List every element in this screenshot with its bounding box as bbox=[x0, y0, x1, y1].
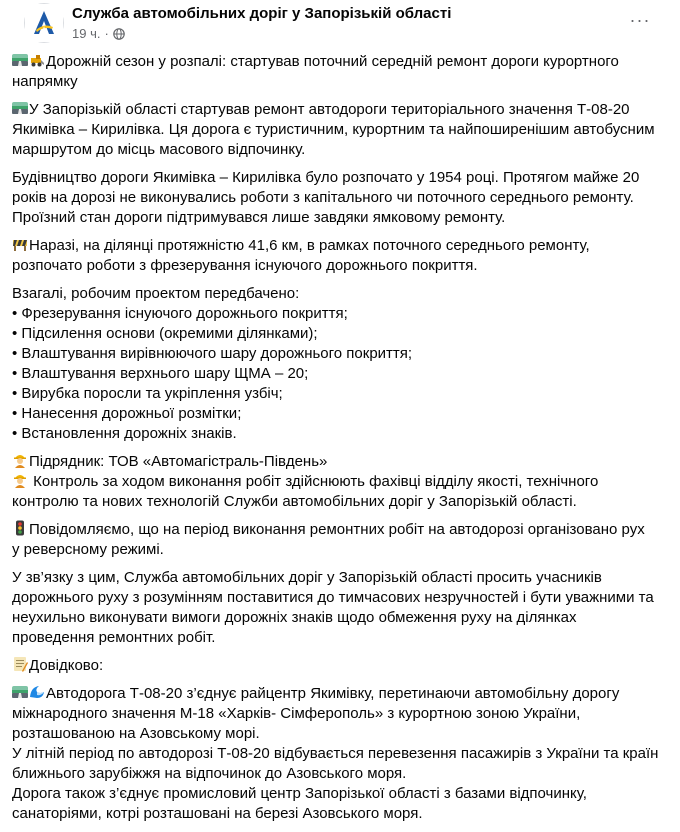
text-line-content: Підрядник: ТОВ «Автомагістраль-Південь» bbox=[29, 453, 328, 470]
text-line: у реверсному режимі. bbox=[12, 541, 164, 558]
text-line: років на дорозі не виконувались роботи з капітального чи поточного середнього ремонту. bbox=[12, 189, 634, 206]
text-line: міжнародного значення М-18 «Харків- Сімферополь» з курортною зоною України, bbox=[12, 705, 581, 722]
road-service-logo-icon bbox=[25, 4, 63, 42]
motorway-icon bbox=[12, 52, 28, 68]
motorway-icon bbox=[12, 684, 28, 700]
text-line-content: Повідомляємо, що на період виконання ремонтних робіт на автодорозі організовано рух bbox=[29, 521, 645, 538]
text-line bbox=[12, 100, 660, 120]
paragraph-current-works bbox=[12, 236, 660, 276]
list-item: • Нанесення дорожньої розмітки; bbox=[12, 405, 242, 422]
post-meta bbox=[72, 26, 125, 42]
paragraph-reverse-traffic bbox=[12, 520, 660, 560]
worker-icon bbox=[12, 452, 28, 468]
motorway-icon bbox=[12, 100, 28, 116]
paragraph-start bbox=[12, 100, 660, 160]
text-line: напрямку bbox=[12, 73, 78, 90]
worker-icon bbox=[12, 472, 28, 488]
text-line: ближнього зарубіжжя на відпочинок до Азовського моря. bbox=[12, 765, 407, 782]
text-line bbox=[12, 472, 660, 492]
text-line bbox=[12, 684, 660, 704]
post-text bbox=[12, 52, 660, 832]
list-item: • Фрезерування існуючого дорожнього покриття; bbox=[12, 305, 348, 322]
text-line: дорожнього руху з розумінням поставитися до тимчасових незручностей і бути уважними та bbox=[12, 589, 654, 606]
paragraph-reference bbox=[12, 684, 660, 824]
post-timestamp[interactable]: 19 ч. bbox=[72, 26, 101, 41]
meta-separator: · bbox=[104, 26, 109, 41]
text-line-content: Контроль за ходом виконання робіт здійснюють фахівці відділу якості, технічного bbox=[29, 473, 599, 490]
list-item: • Влаштування вирівнюючого шару дорожнього покриття; bbox=[12, 345, 413, 362]
list-item: • Влаштування верхнього шару ЩМА – 20; bbox=[12, 365, 309, 382]
paragraph-history bbox=[12, 168, 660, 228]
more-options-button[interactable]: ··· bbox=[629, 9, 651, 30]
list-item: • Підсилення основи (окремими ділянками); bbox=[12, 325, 318, 342]
text-line: розпочато роботи з фрезерування існуючого дорожнього покриття. bbox=[12, 257, 478, 274]
text-line: проведення ремонтних робіт. bbox=[12, 629, 216, 646]
text-line: У літній період по автодорозі Т-08-20 відбувається перевезення пасажирів з України та країн bbox=[12, 745, 659, 762]
text-line-content: Довідково: bbox=[29, 657, 104, 674]
construction-vehicle-icon bbox=[29, 52, 45, 68]
text-line: Дорога також з’єднує промисловий центр Запорізької області з базами відпочинку, bbox=[12, 785, 587, 802]
page-name-link[interactable]: Служба автомобільних доріг у Запорізькій області bbox=[72, 5, 452, 22]
text-line: Взагалі, робочим проектом передбачено: bbox=[12, 285, 300, 302]
text-line: неухильно виконувати вимоги дорожніх знаків щодо обмеження руху на ділянках bbox=[12, 609, 577, 626]
text-line: Проїзний стан дороги підтримувався лише завдяки ямковому ремонту. bbox=[12, 209, 506, 226]
paragraph-reference-heading bbox=[12, 656, 660, 676]
traffic-light-icon bbox=[12, 520, 28, 536]
construction-icon bbox=[12, 236, 28, 252]
text-line: санаторіями, котрі розташовані на березі Азовського моря. bbox=[12, 805, 423, 822]
text-line bbox=[12, 520, 660, 540]
text-line-content: Дорожній сезон у розпалі: стартував поточний середній ремонт дороги курортного bbox=[46, 53, 619, 70]
globe-icon bbox=[113, 28, 125, 40]
list-item: • Встановлення дорожніх знаків. bbox=[12, 425, 237, 442]
text-line-content: Наразі, на ділянці протяжністю 41,6 км, в рамках поточного середнього ремонту, bbox=[29, 237, 590, 254]
text-line bbox=[12, 452, 660, 472]
text-line: У зв’язку з цим, Служба автомобільних доріг у Запорізькій області просить учасників bbox=[12, 569, 602, 586]
text-line bbox=[12, 52, 660, 72]
paragraph-intro bbox=[12, 52, 660, 92]
page-avatar[interactable] bbox=[24, 3, 64, 43]
text-line-content: Автодорога Т-08-20 з’єднує райцентр Якимівку, перетинаючи автомобільну дорогу bbox=[46, 685, 620, 702]
text-line: маршрутом до місць масового відпочинку. bbox=[12, 141, 306, 158]
memo-icon bbox=[12, 656, 28, 672]
text-line bbox=[12, 236, 660, 256]
text-line: Якимівка – Кирилівка. Ця дорога є туристичним, курортним та найпоширенішим автобусним bbox=[12, 121, 655, 138]
text-line: розташованою на Азовському морі. bbox=[12, 725, 260, 742]
text-line-content: У Запорізькій області стартував ремонт автодороги територіального значення Т-08-20 bbox=[29, 101, 630, 118]
text-line: Будівництво дороги Якимівка – Кирилівка було розпочато у 1954 році. Протягом майже 20 bbox=[12, 169, 640, 186]
text-line: контролю та нових технологій Служби автомобільних доріг у Запорізькій області. bbox=[12, 493, 577, 510]
paragraph-request bbox=[12, 568, 660, 648]
text-line bbox=[12, 656, 660, 676]
post-header bbox=[12, 0, 668, 50]
wave-icon bbox=[29, 684, 45, 700]
list-item: • Вирубка поросли та укріплення узбіч; bbox=[12, 385, 283, 402]
paragraph-project-list bbox=[12, 284, 660, 444]
paragraph-contractor bbox=[12, 452, 660, 512]
